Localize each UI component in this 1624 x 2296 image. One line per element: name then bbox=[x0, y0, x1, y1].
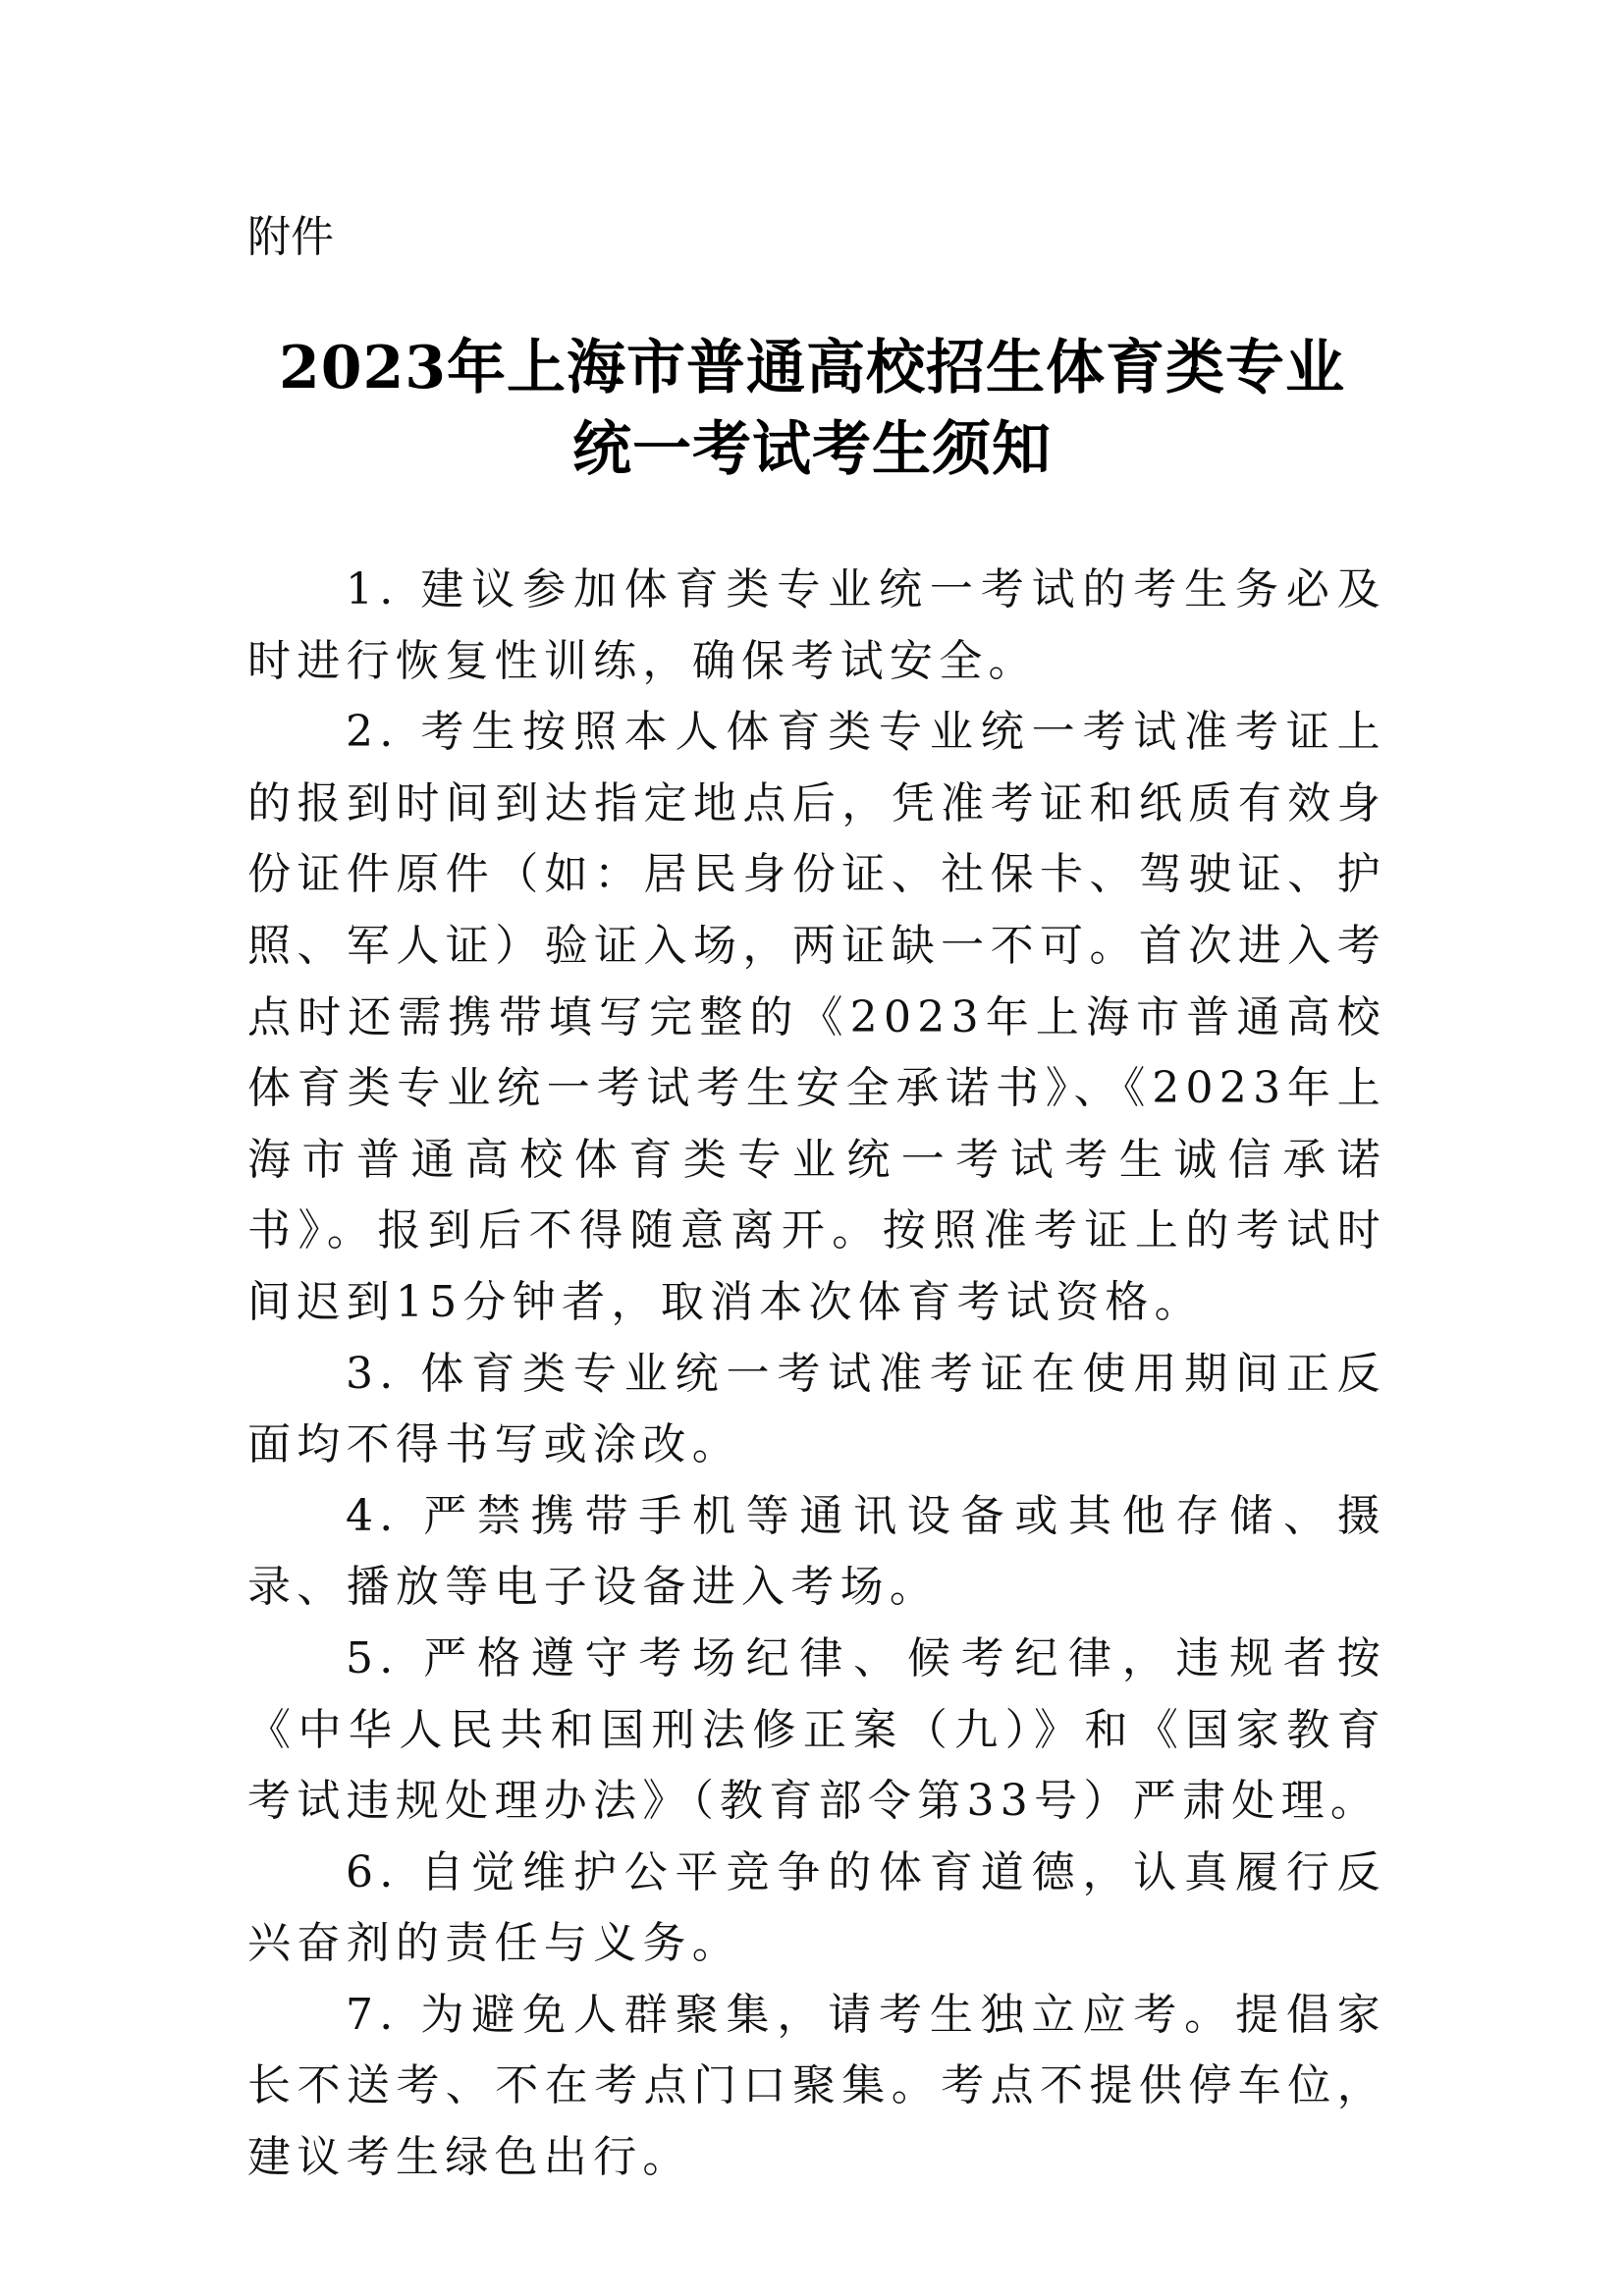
notice-body bbox=[247, 555, 1386, 2194]
document-title-line-1: 2023年上海市普通高校招生体育类专业 bbox=[279, 334, 1345, 402]
notice-item-3: 3. 体育类专业统一考试准考证在使用期间正反面均不得书写或涂改。 bbox=[247, 1348, 1386, 1470]
document-title-line-2: 统一考试考生须知 bbox=[572, 415, 1052, 484]
notice-item-1: 1. 建议参加体育类专业统一考试的考生务必及时进行恢复性训练，确保考试安全。 bbox=[247, 564, 1386, 686]
notice-item-4: 4. 严禁携带手机等通讯设备或其他存储、摄录、播放等电子设备进入考场。 bbox=[247, 1490, 1386, 1613]
notice-item-2: 2. 考生按照本人体育类专业统一考试准考证上的报到时间到达指定地点后，凭准考证和纸质有效身份证件原件（如：居民身份证、社保卡、驾驶证、护照、军人证）验证入场，两证缺一不可。首次进入考点时还需携带填写完整的《2023年上海市普通高校体育类专业统一考试考生安全承诺书》、《2023年上海市普通高校体育类专业统一考试考生诚信承诺书》。报到后不得随意离开。按照准考证上的考试时间迟到15分钟者，取消本次体育考试资格。 bbox=[247, 707, 1386, 1327]
notice-item-6: 6. 自觉维护公平竞争的体育道德，认真履行反兴奋剂的责任与义务。 bbox=[247, 1846, 1386, 1969]
notice-item-5: 5. 严格遵守考场纪律、候考纪律，违规者按《中华人民共和国刑法修正案（九）》和《国家教育考试违规处理办法》（教育部令第33号）严肃处理。 bbox=[247, 1632, 1386, 1827]
attachment-label: 附件 bbox=[247, 212, 334, 262]
notice-item-7: 7. 为避免人群聚集，请考生独立应考。提倡家长不送考、不在考点门口聚集。考点不提供停车位，建议考生绿色出行。 bbox=[247, 1989, 1386, 2183]
